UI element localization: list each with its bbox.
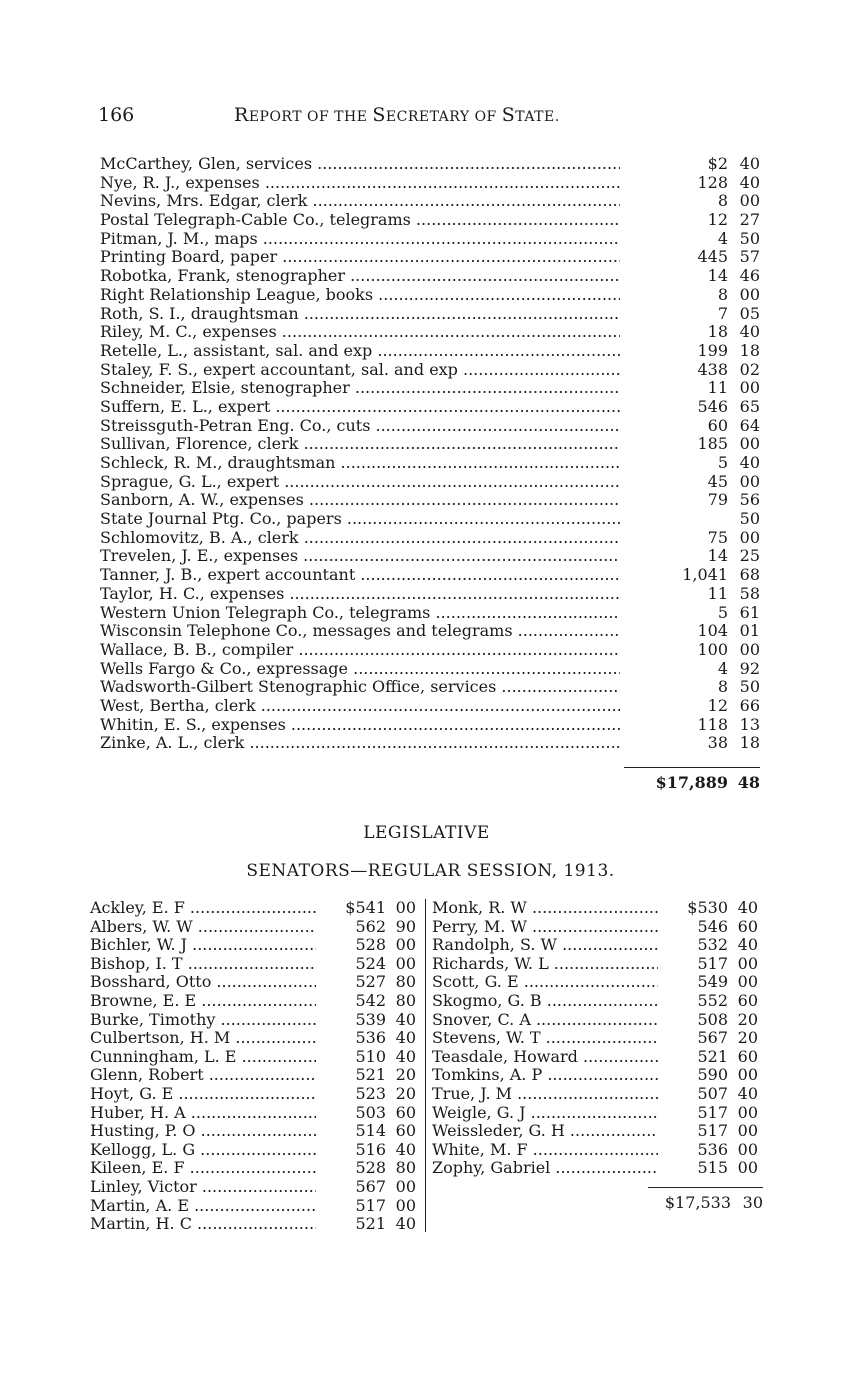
entry-dollars: 11 bbox=[707, 378, 728, 398]
entry-dollars: 516 bbox=[355, 1139, 386, 1159]
entry-name: Perry, M. W ..... bbox=[432, 918, 658, 937]
entry-name: Sanborn, A. W., expenses ..... bbox=[100, 491, 620, 510]
entry-cents: 56 bbox=[739, 490, 760, 510]
title-part: EPORT OF THE bbox=[248, 109, 373, 125]
expense-total bbox=[624, 773, 760, 793]
senators-total-cents: 30 bbox=[742, 1193, 763, 1212]
entry-cents: 80 bbox=[395, 1158, 416, 1178]
entry-dollars: $2 bbox=[707, 154, 728, 173]
entry-name: Wallace, B. B., compiler ..... bbox=[100, 641, 620, 660]
list-item bbox=[90, 936, 420, 955]
entry-dollars: 528 bbox=[355, 935, 386, 955]
entry-name: McCarthey, Glen, services ..... bbox=[100, 155, 620, 174]
list-item bbox=[432, 955, 762, 974]
entry-cents: 18 bbox=[739, 733, 760, 753]
list-item bbox=[100, 585, 760, 604]
entry-name: Huber, H. A ..... bbox=[90, 1104, 316, 1123]
entry-cents: 02 bbox=[739, 359, 760, 379]
entry-name: Skogmo, G. B ..... bbox=[432, 992, 658, 1011]
entry-name: Streissguth-Petran Eng. Co., cuts ..... bbox=[100, 417, 620, 436]
list-item bbox=[100, 510, 760, 529]
list-item bbox=[100, 604, 760, 623]
list-item bbox=[100, 435, 760, 454]
entry-dollars: 18 bbox=[707, 322, 728, 342]
entry-dollars: 12 bbox=[707, 695, 728, 715]
entry-name: Staley, F. S., expert accountant, sal. and exp ..... bbox=[100, 361, 620, 380]
entry-name: White, M. F ..... bbox=[432, 1141, 658, 1160]
list-item bbox=[100, 473, 760, 492]
entry-cents: 60 bbox=[737, 990, 758, 1010]
entry-dollars: 521 bbox=[355, 1065, 386, 1085]
entry-cents: 40 bbox=[395, 1028, 416, 1048]
senators-total-dollars: $17,533 bbox=[664, 1193, 731, 1212]
entry-cents: 05 bbox=[739, 303, 760, 323]
entry-cents: 64 bbox=[739, 415, 760, 435]
entry-name: Pitman, J. M., maps ..... bbox=[100, 230, 620, 249]
title-part: TATE. bbox=[515, 109, 560, 125]
list-item bbox=[100, 192, 760, 211]
entry-cents: 00 bbox=[739, 284, 760, 304]
page-header bbox=[98, 104, 618, 128]
entry-dollars: 185 bbox=[697, 434, 728, 454]
entry-dollars: 527 bbox=[355, 972, 386, 992]
entry-dollars: 128 bbox=[697, 172, 728, 192]
list-item bbox=[100, 547, 760, 566]
entry-cents: 50 bbox=[739, 509, 760, 529]
list-item bbox=[90, 899, 420, 918]
entry-name: Robotka, Frank, stenographer ..... bbox=[100, 267, 620, 286]
list-item bbox=[100, 622, 760, 641]
list-item bbox=[100, 454, 760, 473]
entry-cents: 40 bbox=[395, 1214, 416, 1234]
entry-cents: 00 bbox=[395, 1176, 416, 1196]
entry-dollars: 100 bbox=[697, 639, 728, 659]
entry-name: Stevens, W. T ..... bbox=[432, 1029, 658, 1048]
list-item bbox=[100, 211, 760, 230]
entry-name: Richards, W. L ..... bbox=[432, 955, 658, 974]
entry-dollars: 12 bbox=[707, 210, 728, 230]
entry-dollars: 438 bbox=[697, 359, 728, 379]
entry-name: Postal Telegraph-Cable Co., telegrams ..... bbox=[100, 211, 620, 230]
entry-dollars: 510 bbox=[355, 1046, 386, 1066]
entry-name: Weissleder, G. H ..... bbox=[432, 1122, 658, 1141]
entry-name: True, J. M ..... bbox=[432, 1085, 658, 1104]
entry-name: Scott, G. E ..... bbox=[432, 973, 658, 992]
list-item bbox=[100, 529, 760, 548]
list-item bbox=[90, 1159, 420, 1178]
entry-name: Riley, M. C., expenses ..... bbox=[100, 323, 620, 342]
entry-name: Husting, P. O ..... bbox=[90, 1122, 316, 1141]
entry-name: Culbertson, H. M ..... bbox=[90, 1029, 316, 1048]
entry-dollars: 503 bbox=[355, 1102, 386, 1122]
list-item bbox=[432, 1104, 762, 1123]
senators-right-column bbox=[432, 899, 762, 1178]
entry-dollars: 515 bbox=[697, 1158, 728, 1178]
list-item bbox=[432, 992, 762, 1011]
page-number: 166 bbox=[98, 104, 135, 126]
entry-dollars: 542 bbox=[355, 990, 386, 1010]
list-item bbox=[432, 1011, 762, 1030]
list-item bbox=[100, 361, 760, 380]
list-item bbox=[432, 1085, 762, 1104]
entry-cents: 27 bbox=[739, 210, 760, 230]
list-item bbox=[432, 918, 762, 937]
list-item bbox=[100, 342, 760, 361]
entry-name: Snover, C. A ..... bbox=[432, 1011, 658, 1030]
entry-name: Linley, Victor ..... bbox=[90, 1178, 316, 1197]
entry-name: Bichler, W. J ..... bbox=[90, 936, 316, 955]
entry-cents: 65 bbox=[739, 396, 760, 416]
entry-dollars: 536 bbox=[697, 1139, 728, 1159]
entry-name: Schlomovitz, B. A., clerk ..... bbox=[100, 529, 620, 548]
entry-dollars: 523 bbox=[355, 1083, 386, 1103]
entry-name: Nye, R. J., expenses ..... bbox=[100, 174, 620, 193]
entry-dollars: 38 bbox=[707, 733, 728, 753]
senators-left-column bbox=[90, 899, 420, 1234]
list-item bbox=[100, 267, 760, 286]
entry-name: Nevins, Mrs. Edgar, clerk ..... bbox=[100, 192, 620, 211]
entry-name: Roth, S. I., draughtsman ..... bbox=[100, 305, 620, 324]
title-part: S bbox=[372, 104, 386, 126]
entry-name: Taylor, H. C., expenses ..... bbox=[100, 585, 620, 604]
entry-name: Browne, E. E ..... bbox=[90, 992, 316, 1011]
entry-name: Burke, Timothy ..... bbox=[90, 1011, 316, 1030]
entry-name: Right Relationship League, books ..... bbox=[100, 286, 620, 305]
entry-dollars: 45 bbox=[707, 471, 728, 491]
entry-cents: 40 bbox=[739, 453, 760, 472]
entry-name: Kileen, E. F ..... bbox=[90, 1159, 316, 1178]
entry-name: Randolph, S. W ..... bbox=[432, 936, 658, 955]
entry-dollars: 11 bbox=[707, 583, 728, 603]
entry-name: Whitin, E. S., expenses ..... bbox=[100, 716, 620, 735]
list-item bbox=[100, 678, 760, 697]
list-item bbox=[90, 1048, 420, 1067]
entry-cents: 18 bbox=[739, 340, 760, 360]
entry-name: Wells Fargo & Co., expressage ..... bbox=[100, 660, 620, 679]
expense-total-cents: 48 bbox=[737, 773, 760, 792]
list-item bbox=[100, 697, 760, 716]
entry-cents: 00 bbox=[737, 953, 758, 973]
entry-cents: 57 bbox=[739, 247, 760, 267]
entry-name: Cunningham, L. E ..... bbox=[90, 1048, 316, 1067]
entry-dollars: 4 bbox=[717, 658, 728, 678]
entry-cents: 00 bbox=[737, 972, 758, 992]
entry-dollars: 524 bbox=[355, 953, 386, 973]
list-item bbox=[90, 1029, 420, 1048]
entry-dollars: 528 bbox=[355, 1158, 386, 1178]
entry-dollars: 546 bbox=[697, 396, 728, 416]
entry-dollars: 118 bbox=[697, 714, 728, 734]
entry-dollars: 5 bbox=[717, 602, 728, 622]
entry-dollars: $530 bbox=[687, 898, 728, 917]
list-item bbox=[100, 417, 760, 436]
entry-cents: 60 bbox=[737, 1046, 758, 1066]
entry-name: Ackley, E. F ..... bbox=[90, 899, 316, 918]
entry-cents: 92 bbox=[739, 658, 760, 678]
entry-dollars: 521 bbox=[355, 1214, 386, 1234]
entry-dollars: 567 bbox=[697, 1028, 728, 1048]
entry-name: Martin, H. C ..... bbox=[90, 1215, 316, 1234]
entry-cents: 46 bbox=[739, 266, 760, 286]
entry-dollars: 60 bbox=[707, 415, 728, 435]
entry-name: State Journal Ptg. Co., papers ..... bbox=[100, 510, 620, 529]
list-item bbox=[100, 641, 760, 660]
entry-dollars: 517 bbox=[697, 953, 728, 973]
list-item bbox=[90, 1066, 420, 1085]
entry-name: Monk, R. W ..... bbox=[432, 899, 658, 918]
entry-name: Martin, A. E ..... bbox=[90, 1197, 316, 1216]
entry-dollars: 1,041 bbox=[682, 565, 728, 585]
entry-cents: 40 bbox=[737, 898, 758, 917]
entry-dollars: 521 bbox=[697, 1046, 728, 1066]
entry-dollars: 514 bbox=[355, 1121, 386, 1141]
entry-cents: 80 bbox=[395, 990, 416, 1010]
entry-cents: 00 bbox=[739, 527, 760, 547]
entry-dollars: $541 bbox=[345, 898, 386, 917]
entry-name: Schneider, Elsie, stenographer ..... bbox=[100, 379, 620, 398]
entry-cents: 40 bbox=[395, 1009, 416, 1029]
entry-name: Suffern, E. L., expert ..... bbox=[100, 398, 620, 417]
entry-dollars: 546 bbox=[697, 916, 728, 936]
entry-dollars: 14 bbox=[707, 266, 728, 286]
list-item bbox=[432, 1159, 762, 1178]
subsection-heading: SENATORS—REGULAR SESSION, 1913. bbox=[246, 861, 615, 881]
entry-name: Bosshard, Otto ..... bbox=[90, 973, 316, 992]
entry-name: Wisconsin Telephone Co., messages and telegrams ..... bbox=[100, 622, 620, 641]
list-item bbox=[90, 955, 420, 974]
entry-cents: 60 bbox=[737, 916, 758, 936]
list-item bbox=[432, 1048, 762, 1067]
entry-cents: 00 bbox=[739, 639, 760, 659]
running-title bbox=[234, 104, 560, 126]
entry-dollars: 8 bbox=[717, 284, 728, 304]
entry-cents: 00 bbox=[395, 898, 416, 917]
entry-dollars: 552 bbox=[697, 990, 728, 1010]
senators-total-rule bbox=[648, 1187, 763, 1188]
entry-cents: 40 bbox=[739, 172, 760, 192]
entry-dollars: 549 bbox=[697, 972, 728, 992]
entry-cents: 60 bbox=[395, 1102, 416, 1122]
list-item bbox=[100, 491, 760, 510]
entry-dollars: 517 bbox=[697, 1121, 728, 1141]
entry-cents: 66 bbox=[739, 695, 760, 715]
entry-name: Zophy, Gabriel ..... bbox=[432, 1159, 658, 1178]
list-item bbox=[100, 379, 760, 398]
entry-cents: 40 bbox=[395, 1139, 416, 1159]
entry-name: Sullivan, Florence, clerk ..... bbox=[100, 435, 620, 454]
list-item bbox=[90, 1141, 420, 1160]
entry-cents: 00 bbox=[739, 191, 760, 211]
list-item bbox=[100, 734, 760, 753]
entry-name: Hoyt, G. E ..... bbox=[90, 1085, 316, 1104]
senators-total bbox=[640, 1193, 763, 1213]
entry-dollars: 507 bbox=[697, 1083, 728, 1103]
entry-cents: 68 bbox=[739, 565, 760, 585]
list-item bbox=[100, 398, 760, 417]
section-heading: LEGISLATIVE bbox=[363, 823, 490, 843]
entry-dollars: 539 bbox=[355, 1009, 386, 1029]
list-item bbox=[90, 918, 420, 937]
entry-cents: 40 bbox=[737, 1083, 758, 1103]
entry-dollars: 104 bbox=[697, 621, 728, 641]
entry-cents: 20 bbox=[737, 1009, 758, 1029]
list-item bbox=[90, 973, 420, 992]
entry-name: Schleck, R. M., draughtsman ..... bbox=[100, 454, 620, 473]
entry-cents: 00 bbox=[737, 1158, 758, 1178]
entry-name: Glenn, Robert ..... bbox=[90, 1066, 316, 1085]
title-part: ECRETARY OF bbox=[385, 109, 502, 125]
list-item bbox=[432, 899, 762, 918]
entry-name: Tomkins, A. P ..... bbox=[432, 1066, 658, 1085]
entry-cents: 00 bbox=[739, 434, 760, 454]
list-item bbox=[90, 1197, 420, 1216]
entry-dollars: 8 bbox=[717, 677, 728, 697]
entry-dollars: 7 bbox=[717, 303, 728, 323]
title-part: S bbox=[501, 104, 516, 126]
entry-cents: 25 bbox=[739, 546, 760, 566]
entry-cents: 50 bbox=[739, 677, 760, 697]
entry-dollars: 532 bbox=[697, 935, 728, 955]
entry-name: Trevelen, J. E., expenses ..... bbox=[100, 547, 620, 566]
entry-cents: 50 bbox=[739, 228, 760, 248]
entry-dollars: 8 bbox=[717, 191, 728, 211]
list-item bbox=[90, 992, 420, 1011]
entry-cents: 00 bbox=[737, 1065, 758, 1085]
entry-name: Teasdale, Howard ..... bbox=[432, 1048, 658, 1067]
entry-cents: 40 bbox=[737, 935, 758, 955]
entry-dollars: 567 bbox=[355, 1176, 386, 1196]
entry-cents: 61 bbox=[739, 602, 760, 622]
entry-cents: 01 bbox=[739, 621, 760, 641]
list-item bbox=[100, 248, 760, 267]
entry-dollars: 508 bbox=[697, 1009, 728, 1029]
entry-dollars: 199 bbox=[697, 340, 728, 360]
entry-dollars: 79 bbox=[707, 490, 728, 510]
entry-dollars: 517 bbox=[355, 1195, 386, 1215]
entry-cents: 00 bbox=[739, 471, 760, 491]
list-item bbox=[432, 936, 762, 955]
column-divider bbox=[425, 899, 426, 1232]
list-item bbox=[100, 716, 760, 735]
list-item bbox=[432, 1141, 762, 1160]
entry-cents: 90 bbox=[395, 916, 416, 936]
list-item bbox=[100, 155, 760, 174]
list-item bbox=[100, 230, 760, 249]
entry-dollars: 5 bbox=[717, 453, 728, 472]
entry-cents: 00 bbox=[737, 1121, 758, 1141]
entry-cents: 58 bbox=[739, 583, 760, 603]
entry-cents: 40 bbox=[739, 154, 760, 173]
entry-name: Weigle, G. J ..... bbox=[432, 1104, 658, 1123]
entry-name: Wadsworth-Gilbert Stenographic Office, services ..... bbox=[100, 678, 620, 697]
entry-cents: 13 bbox=[739, 714, 760, 734]
entry-cents: 20 bbox=[395, 1083, 416, 1103]
entry-name: Tanner, J. B., expert accountant ..... bbox=[100, 566, 620, 585]
entry-cents: 40 bbox=[739, 322, 760, 342]
expense-total-rule bbox=[624, 767, 760, 768]
list-item bbox=[432, 1122, 762, 1141]
entry-dollars: 445 bbox=[697, 247, 728, 267]
entry-cents: 20 bbox=[395, 1065, 416, 1085]
entry-name: West, Bertha, clerk ..... bbox=[100, 697, 620, 716]
entry-dollars: 4 bbox=[717, 228, 728, 248]
list-item bbox=[432, 1029, 762, 1048]
entry-name: Kellogg, L. G ..... bbox=[90, 1141, 316, 1160]
list-item bbox=[432, 973, 762, 992]
entry-name: Zinke, A. L., clerk ..... bbox=[100, 734, 620, 753]
list-item bbox=[100, 174, 760, 193]
list-item bbox=[90, 1215, 420, 1234]
list-item bbox=[90, 1178, 420, 1197]
entry-dollars: 517 bbox=[697, 1102, 728, 1122]
entry-dollars: 536 bbox=[355, 1028, 386, 1048]
list-item bbox=[90, 1104, 420, 1123]
list-item bbox=[100, 660, 760, 679]
entry-cents: 00 bbox=[737, 1139, 758, 1159]
entry-dollars: 14 bbox=[707, 546, 728, 566]
entry-cents: 60 bbox=[395, 1121, 416, 1141]
entry-cents: 20 bbox=[737, 1028, 758, 1048]
list-item bbox=[432, 1066, 762, 1085]
entry-name: Albers, W. W ..... bbox=[90, 918, 316, 937]
expense-list bbox=[100, 155, 760, 753]
entry-cents: 40 bbox=[395, 1046, 416, 1066]
entry-cents: 80 bbox=[395, 972, 416, 992]
entry-dollars: 590 bbox=[697, 1065, 728, 1085]
entry-name: Western Union Telegraph Co., telegrams ..... bbox=[100, 604, 620, 623]
list-item bbox=[90, 1011, 420, 1030]
entry-cents: 00 bbox=[739, 378, 760, 398]
entry-dollars: 562 bbox=[355, 916, 386, 936]
entry-cents: 00 bbox=[737, 1102, 758, 1122]
list-item bbox=[90, 1085, 420, 1104]
entry-name: Printing Board, paper ..... bbox=[100, 248, 620, 267]
entry-name: Bishop, I. T ..... bbox=[90, 955, 316, 974]
entry-cents: 00 bbox=[395, 1195, 416, 1215]
list-item bbox=[100, 323, 760, 342]
entry-dollars: 75 bbox=[707, 527, 728, 547]
entry-cents: 00 bbox=[395, 935, 416, 955]
list-item bbox=[90, 1122, 420, 1141]
list-item bbox=[100, 566, 760, 585]
list-item bbox=[100, 305, 760, 324]
entry-name: Retelle, L., assistant, sal. and exp ..... bbox=[100, 342, 620, 361]
entry-name: Sprague, G. L., expert ..... bbox=[100, 473, 620, 492]
expense-total-dollars: $17,889 bbox=[655, 773, 728, 792]
list-item bbox=[100, 286, 760, 305]
entry-cents: 00 bbox=[395, 953, 416, 973]
title-part: R bbox=[234, 104, 249, 126]
